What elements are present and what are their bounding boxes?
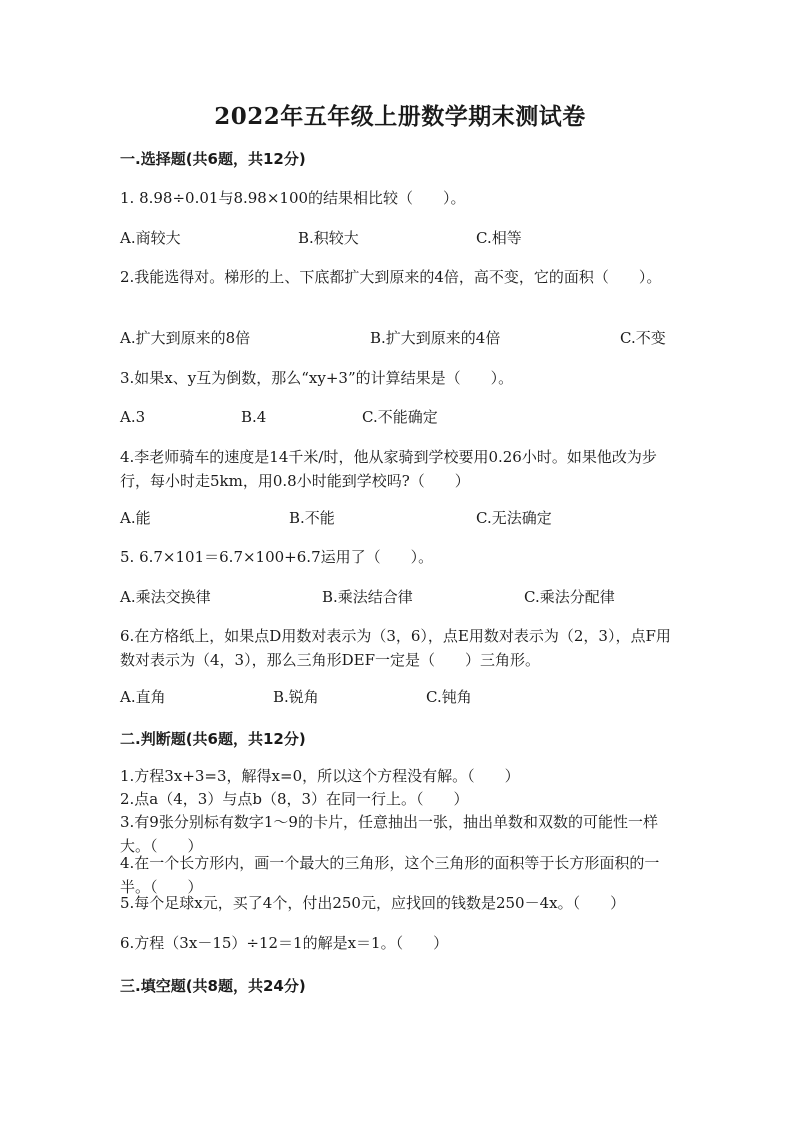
choice-3-option-b: B.4 [241,408,267,426]
choice-2-option-c: C.不变 [620,329,666,347]
judge-question-2: 2.点a（4，3）与点b（8，3）在同一行上。（ ） [120,790,469,808]
choice-question-4: 4.李老师骑车的速度是14千米/时，他从家骑到学校要用0.26小时。如果他改为步行，每小时走5km，用0.8小时能到学校吗?（ ） [120,448,657,490]
choice-question-2: 2.我能选得对。梯形的上、下底都扩大到原来的4倍，高不变，它的面积（ ）。 [120,268,662,286]
choice-1-option-c: C.相等 [476,229,522,247]
choice-6-option-c: C.钝角 [426,688,472,706]
judge-question-1: 1.方程3x+3=3，解得x=0，所以这个方程没有解。（ ） [120,767,520,785]
choice-6-option-a: A.直角 [120,688,166,706]
choice-2-option-a: A.扩大到原来的8倍 [120,329,251,347]
section-heading-fill: 三.填空题(共8题，共24分) [120,977,306,995]
choice-2-option-b: B.扩大到原来的4倍 [370,329,501,347]
choice-3-option-a: A.3 [120,408,146,426]
choice-5-option-b: B.乘法结合律 [322,588,413,606]
section-heading-choice: 一.选择题(共6题，共12分) [120,150,306,168]
judge-question-4: 4.在一个长方形内，画一个最大的三角形，这个三角形的面积等于长方形面积的一半。（ ） [120,854,660,896]
judge-question-6: 6.方程（3x－15）÷12＝1的解是x＝1。（ ） [120,934,449,952]
choice-4-option-c: C.无法确定 [476,509,552,527]
choice-4-option-b: B.不能 [289,509,335,527]
page-title: 2022年五年级上册数学期末测试卷 [214,103,586,130]
choice-question-1: 1. 8.98÷0.01与8.98×100的结果相比较（ ）。 [120,189,466,207]
choice-4-option-a: A.能 [120,509,151,527]
choice-question-6: 6.在方格纸上，如果点D用数对表示为（3，6），点E用数对表示为（2，3），点F用数对表示为（4，3），那么三角形DEF一定是（ ）三角形。 [120,627,671,669]
judge-question-3: 3.有9张分别标有数字1～9的卡片，任意抽出一张，抽出单数和双数的可能性一样大。（ ） [120,813,658,855]
choice-6-option-b: B.锐角 [273,688,319,706]
choice-question-5: 5. 6.7×101＝6.7×100+6.7运用了（ ）。 [120,548,434,566]
choice-1-option-a: A.商较大 [120,229,181,247]
section-heading-judge: 二.判断题(共6题，共12分) [120,730,306,748]
choice-1-option-b: B.积较大 [298,229,359,247]
choice-3-option-c: C.不能确定 [362,408,438,426]
choice-5-option-a: A.乘法交换律 [120,588,211,606]
choice-question-3: 3.如果x、y互为倒数，那么“xy+3”的计算结果是（ ）。 [120,369,514,387]
judge-question-5: 5.每个足球x元，买了4个，付出250元，应找回的钱数是250－4x。（ ） [120,894,626,912]
choice-5-option-c: C.乘法分配律 [524,588,615,606]
